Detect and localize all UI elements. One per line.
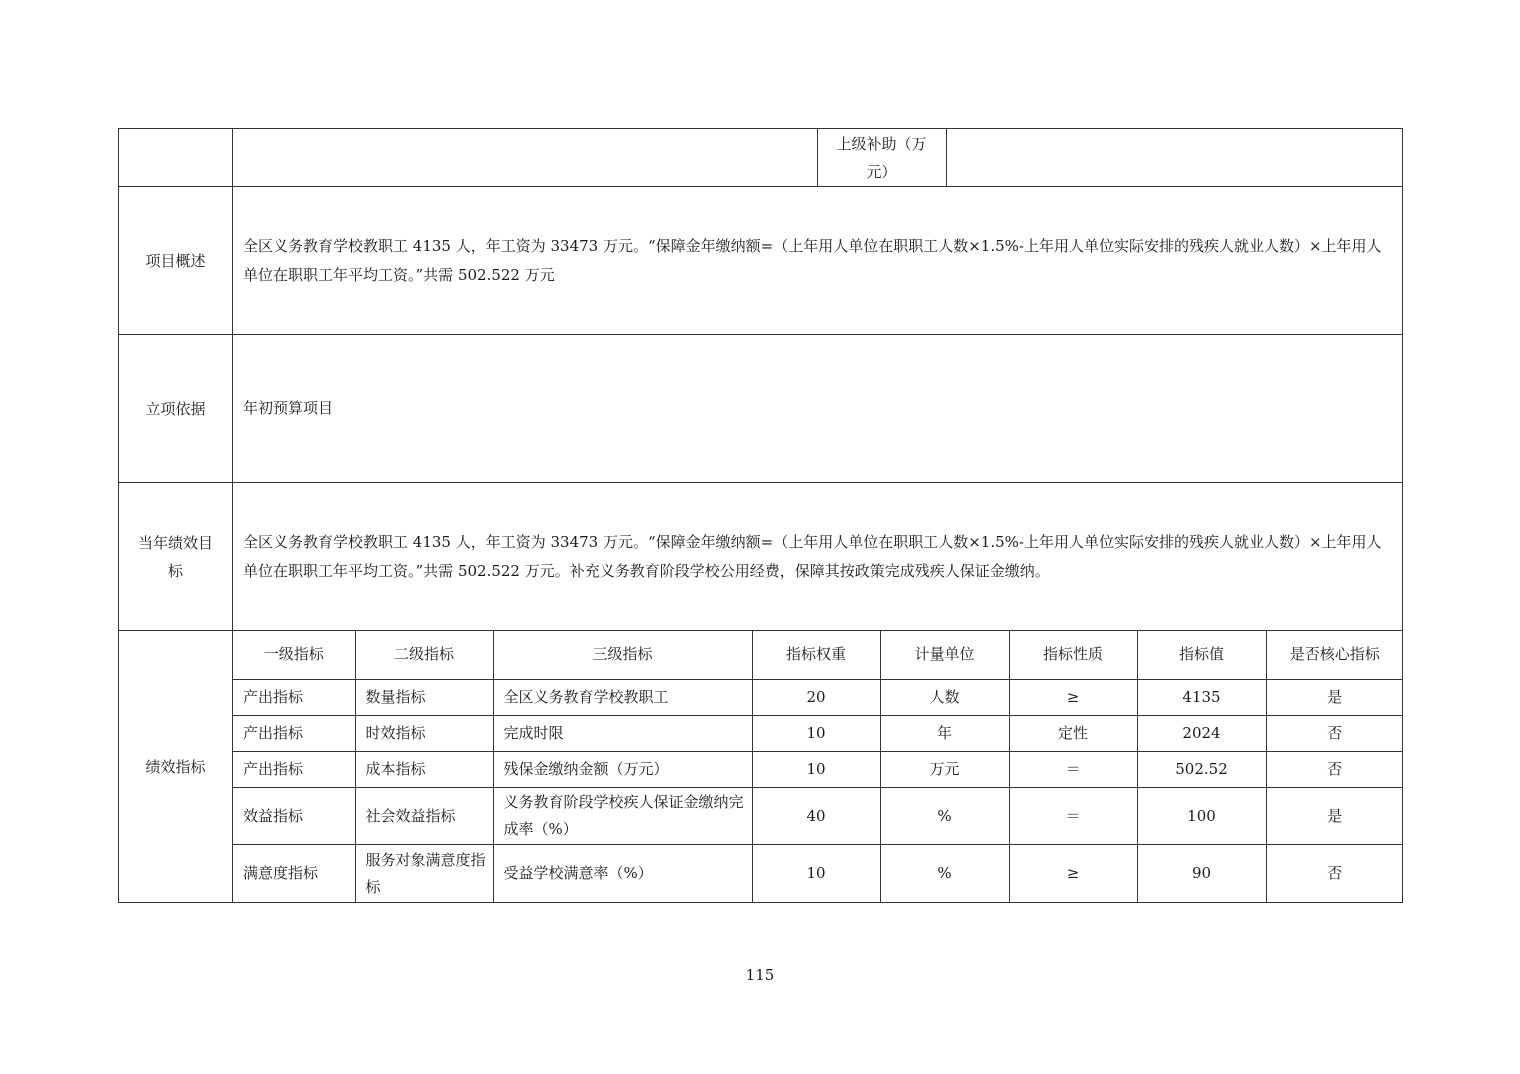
cell-level3: 义务教育阶段学校疾人保证金缴纳完成率（%） (493, 788, 752, 845)
cell-nature: ＝ (1009, 788, 1137, 845)
subsidy-label: 上级补助（万元） (817, 129, 946, 186)
cell-level2: 成本指标 (355, 751, 493, 787)
cell-nature: ＝ (1009, 751, 1137, 787)
indicators-row (119, 631, 1403, 903)
cell-level2: 数量指标 (355, 679, 493, 715)
indicators-label: 绩效指标 (119, 631, 233, 903)
goal-row (119, 483, 1403, 631)
subsidy-value-cell (946, 129, 1403, 186)
header-core: 是否核心指标 (1266, 631, 1403, 679)
cell-level3: 受益学校满意率（%） (493, 845, 752, 902)
overview-text: 全区义务教育学校教职工 4135 人，年工资为 33473 万元。“保障金年缴纳额=（上年用人单位在职职工人数×1.5%-上年用人单位实际安排的残疾人就业人数）×上年用人单位在职职工年平均工资。”共需 502.522 万元 (233, 187, 1403, 335)
cell-value: 4135 (1137, 679, 1266, 715)
cell-level1: 产出指标 (233, 715, 355, 751)
subsidy-empty-label-cell (119, 129, 233, 187)
subsidy-content-cell (233, 129, 1403, 187)
cell-level1: 效益指标 (233, 788, 355, 845)
cell-unit: % (880, 788, 1009, 845)
basis-text: 年初预算项目 (233, 335, 1403, 483)
header-level3: 三级指标 (493, 631, 752, 679)
overview-row (119, 187, 1403, 335)
header-weight: 指标权重 (752, 631, 880, 679)
header-unit: 计量单位 (880, 631, 1009, 679)
header-value: 指标值 (1137, 631, 1266, 679)
cell-core: 否 (1266, 845, 1403, 902)
cell-weight: 20 (752, 679, 880, 715)
cell-value: 90 (1137, 845, 1266, 902)
cell-core: 是 (1266, 679, 1403, 715)
cell-level1: 产出指标 (233, 751, 355, 787)
cell-weight: 40 (752, 788, 880, 845)
cell-value: 2024 (1137, 715, 1266, 751)
subsidy-empty-cell (233, 129, 817, 186)
overview-label: 项目概述 (119, 187, 233, 335)
cell-level1: 满意度指标 (233, 845, 355, 902)
cell-nature: 定性 (1009, 715, 1137, 751)
cell-unit: 年 (880, 715, 1009, 751)
cell-weight: 10 (752, 751, 880, 787)
header-level1: 一级指标 (233, 631, 355, 679)
header-nature: 指标性质 (1009, 631, 1137, 679)
cell-unit: % (880, 845, 1009, 902)
subsidy-row (119, 129, 1403, 187)
goal-text: 全区义务教育学校教职工 4135 人，年工资为 33473 万元。“保障金年缴纳额=（上年用人单位在职职工人数×1.5%-上年用人单位实际安排的残疾人就业人数）×上年用人单位在职职工年平均工资。”共需 502.522 万元。补充义务教育阶段学校公用经费，保障其按政策完成残疾人保证金缴纳。 (233, 483, 1403, 631)
cell-level2: 服务对象满意度指标 (355, 845, 493, 902)
cell-level3: 完成时限 (493, 715, 752, 751)
cell-core: 否 (1266, 751, 1403, 787)
cell-level3: 全区义务教育学校教职工 (493, 679, 752, 715)
basis-label: 立项依据 (119, 335, 233, 483)
table-row (233, 715, 1403, 751)
cell-value: 502.52 (1137, 751, 1266, 787)
cell-level2: 时效指标 (355, 715, 493, 751)
cell-core: 否 (1266, 715, 1403, 751)
cell-weight: 10 (752, 715, 880, 751)
indicators-table (233, 631, 1403, 902)
cell-unit: 万元 (880, 751, 1009, 787)
cell-nature: ≥ (1009, 679, 1137, 715)
cell-core: 是 (1266, 788, 1403, 845)
cell-unit: 人数 (880, 679, 1009, 715)
basis-row (119, 335, 1403, 483)
cell-nature: ≥ (1009, 845, 1137, 902)
cell-weight: 10 (752, 845, 880, 902)
cell-level2: 社会效益指标 (355, 788, 493, 845)
cell-value: 100 (1137, 788, 1266, 845)
table-row (233, 679, 1403, 715)
indicators-header-row (233, 631, 1403, 679)
cell-level3: 残保金缴纳金额（万元） (493, 751, 752, 787)
table-row (233, 788, 1403, 845)
page-number: 115 (745, 966, 775, 984)
cell-level1: 产出指标 (233, 679, 355, 715)
indicators-content-cell (233, 631, 1403, 903)
goal-label: 当年绩效目标 (119, 483, 233, 631)
table-row (233, 845, 1403, 902)
project-performance-table (118, 128, 1403, 903)
subsidy-inner-table (233, 129, 1403, 186)
header-level2: 二级指标 (355, 631, 493, 679)
table-row (233, 751, 1403, 787)
